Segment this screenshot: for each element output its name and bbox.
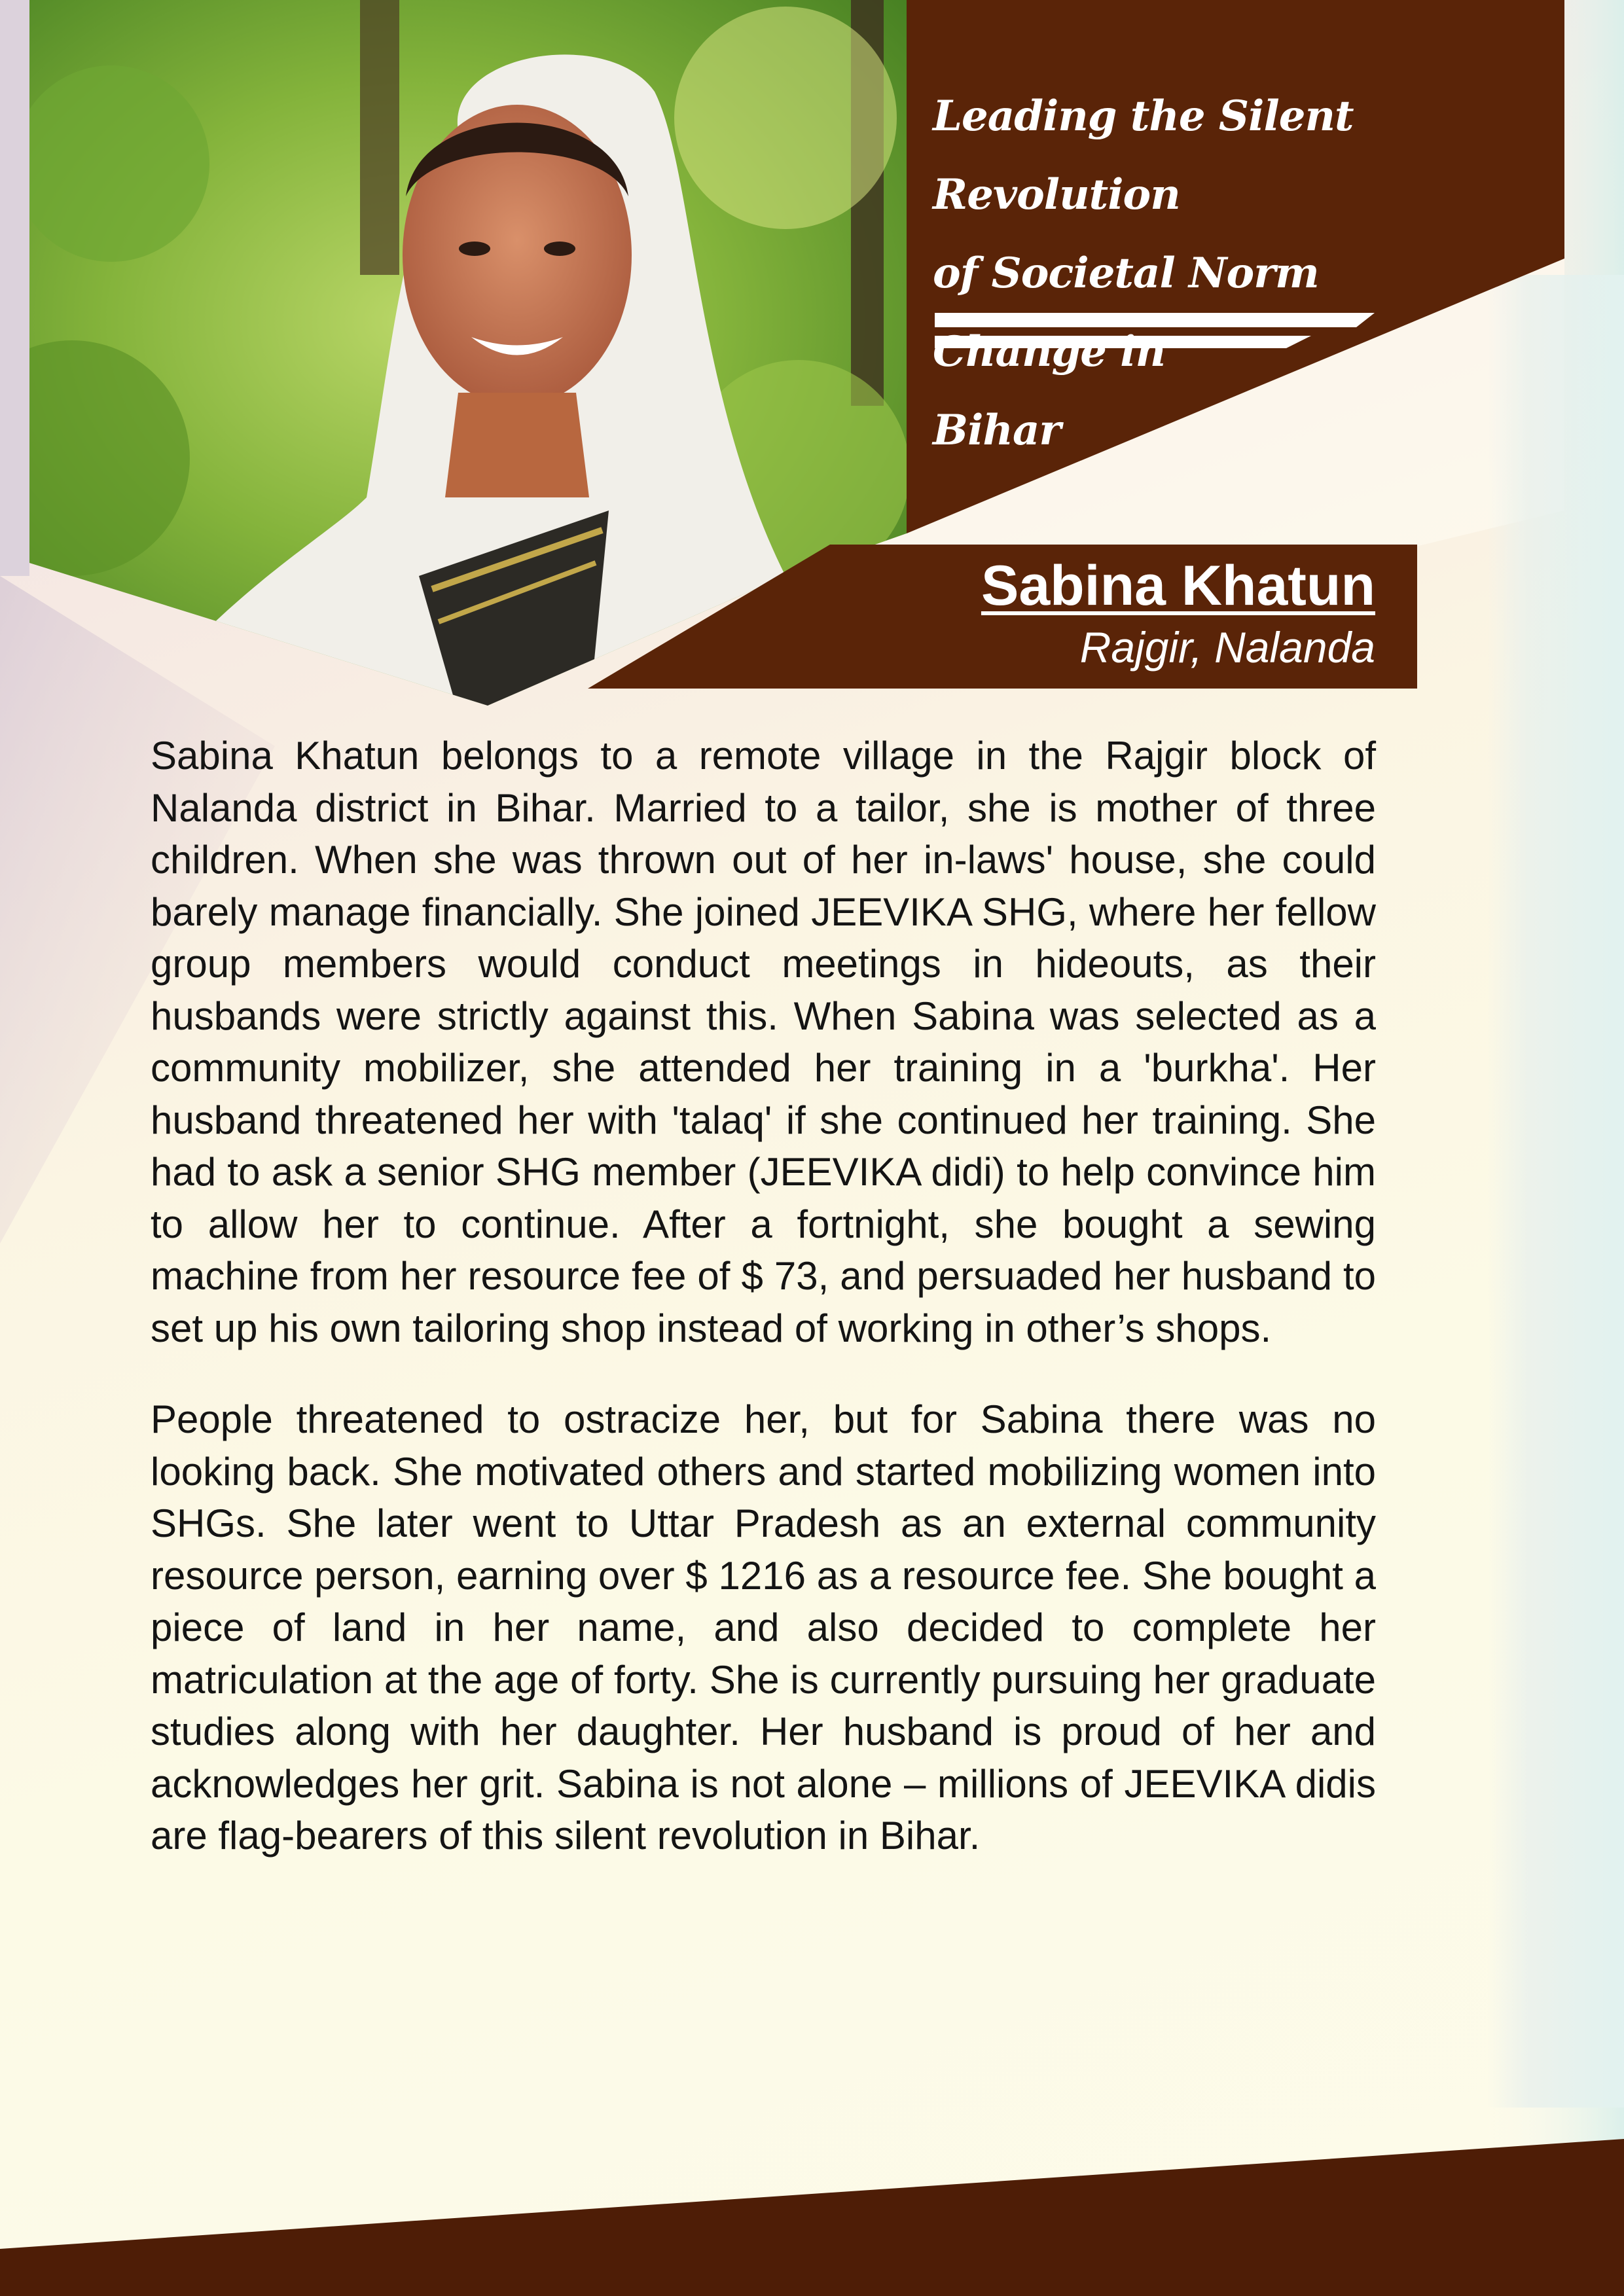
story-paragraph: Sabina Khatun belongs to a remote village in the Rajgir block of Nalanda district in Bihar. Married to a tailor, she is mother of three children. When she was thrown out of her in-laws' house, she could barely manage financially. She joined JEEVIKA SHG, where her fellow group members would conduct meetings in hideouts, as their husbands were strictly against this. When Sabina was selected as a community mobilizer, she attended her training in a 'burkha'. Her husband threatened her with 'talaq' if she continued her training. She had to ask a senior SHG member (JEEVIKA didi) to help convince him to allow her to continue. After a fortnight, she bought a sewing machine from her resource fee of $ 73, and persuaded her husband to set up his own tailoring shop instead of working in other’s shops. <box>151 734 1376 1350</box>
title-line: Bihar <box>933 406 1061 455</box>
person-name: Sabina Khatun <box>981 554 1375 617</box>
title-line: Leading the Silent Revolution <box>933 92 1354 219</box>
story-text <box>151 730 1376 1901</box>
title-line: of Societal Norm Change in <box>933 249 1319 376</box>
story-paragraph: People threatened to ostracize her, but for Sabina there was no looking back. She motivated others and started mobilizing women into SHGs. She later went to Uttar Pradesh as an external community resource person, earning over $ 1216 as a resource fee. She bought a piece of land in her name, and also decided to complete her matriculation at the age of forty. She is currently pursuing her graduate studies along with her daughter. Her husband is proud of her and acknowledges her grit. Sabina is not alone – millions of JEEVIKA didis are flag-bearers of this silent revolution in Bihar. <box>151 1397 1376 1857</box>
page-title <box>933 77 1430 470</box>
footer-band <box>0 2139 1624 2296</box>
profile-nameplate <box>981 553 1375 675</box>
person-location: Rajgir, Nalanda <box>1079 623 1375 672</box>
